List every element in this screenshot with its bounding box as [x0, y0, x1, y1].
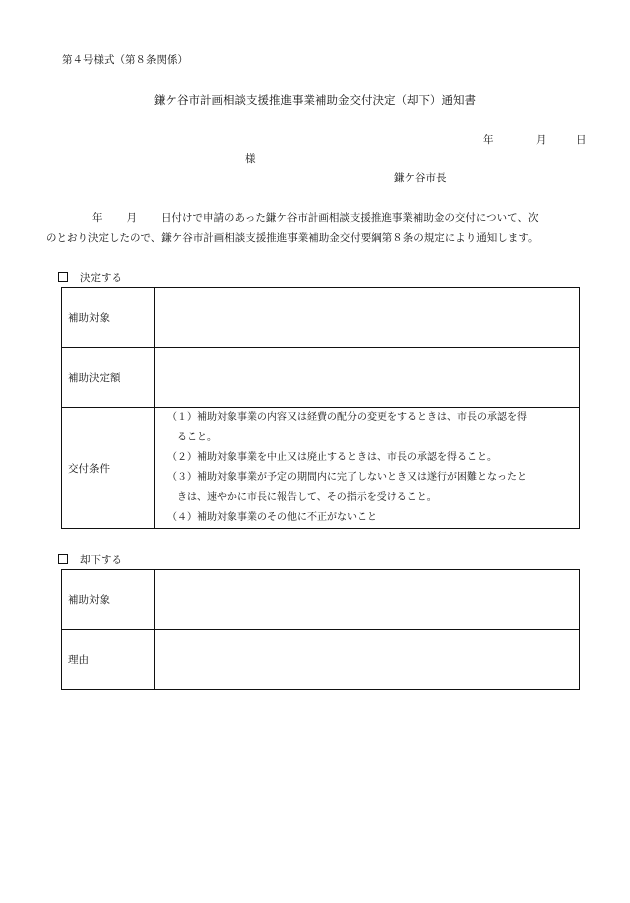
addressee-suffix: 様 — [245, 153, 256, 165]
condition-item — [167, 508, 573, 528]
form-number: 第４号様式（第８条関係） — [62, 54, 188, 66]
date-month-label: 月 — [536, 134, 547, 146]
condition-line: （４）補助対象事業のその他に不正がないこと — [167, 512, 377, 523]
reject-reason-row — [62, 630, 580, 690]
body-line1-text: 日付けで申請のあった鎌ケ谷市計画相談支援推進事業補助金の交付について、次 — [161, 212, 539, 224]
reject-table — [61, 569, 580, 690]
approve-checkbox-label: 決定する — [80, 272, 122, 284]
notice-body-line-1 — [46, 208, 594, 228]
condition-line: （２）補助対象事業を中止又は廃止するときは、市長の承認を得ること。 — [167, 452, 497, 463]
body-month-label: 月 — [126, 212, 137, 224]
date-year-label: 年 — [483, 134, 494, 146]
issuer-name: 鎌ケ谷市長 — [394, 172, 447, 184]
condition-item — [167, 408, 573, 448]
condition-line-continued: ること。 — [177, 432, 217, 443]
reject-target-field[interactable] — [155, 570, 580, 630]
reject-reason-field[interactable] — [155, 630, 580, 690]
reject-checkbox[interactable] — [58, 554, 68, 564]
condition-item — [167, 448, 573, 468]
condition-line: （３）補助対象事業が予定の期間内に完了しないとき又は遂行が困難となったと — [167, 472, 527, 483]
reject-target-label: 補助対象 — [62, 570, 155, 630]
condition-item — [167, 468, 573, 508]
document-title: 鎌ケ谷市計画相談支援推進事業補助金交付決定（却下）通知書 — [154, 93, 476, 107]
approve-amount-row — [62, 348, 580, 408]
approve-table — [61, 287, 580, 529]
approve-target-label: 補助対象 — [62, 288, 155, 348]
reject-option[interactable] — [58, 552, 122, 567]
approve-conditions-label: 交付条件 — [62, 408, 155, 529]
notice-body-line-2: のとおり決定したので、鎌ケ谷市計画相談支援推進事業補助金交付要綱第８条の規定により通知します。 — [46, 232, 539, 244]
approve-option[interactable] — [58, 270, 122, 285]
condition-line-continued: きは、速やかに市長に報告して、その指示を受けること。 — [177, 492, 437, 503]
reject-checkbox-label: 却下する — [80, 554, 122, 566]
approve-conditions-row — [62, 408, 580, 529]
approve-target-row — [62, 288, 580, 348]
notice-body — [46, 208, 594, 248]
body-year-label: 年 — [92, 212, 103, 224]
reject-reason-label: 理由 — [62, 630, 155, 690]
approve-amount-field[interactable] — [155, 348, 580, 408]
reject-target-row — [62, 570, 580, 630]
approve-target-field[interactable] — [155, 288, 580, 348]
date-day-label: 日 — [576, 134, 587, 146]
approve-conditions-cell — [155, 408, 580, 529]
approve-checkbox[interactable] — [58, 272, 68, 282]
approve-amount-label: 補助決定額 — [62, 348, 155, 408]
conditions-list — [155, 408, 579, 528]
condition-line: （１）補助対象事業の内容又は経費の配分の変更をするときは、市長の承認を得 — [167, 412, 527, 423]
